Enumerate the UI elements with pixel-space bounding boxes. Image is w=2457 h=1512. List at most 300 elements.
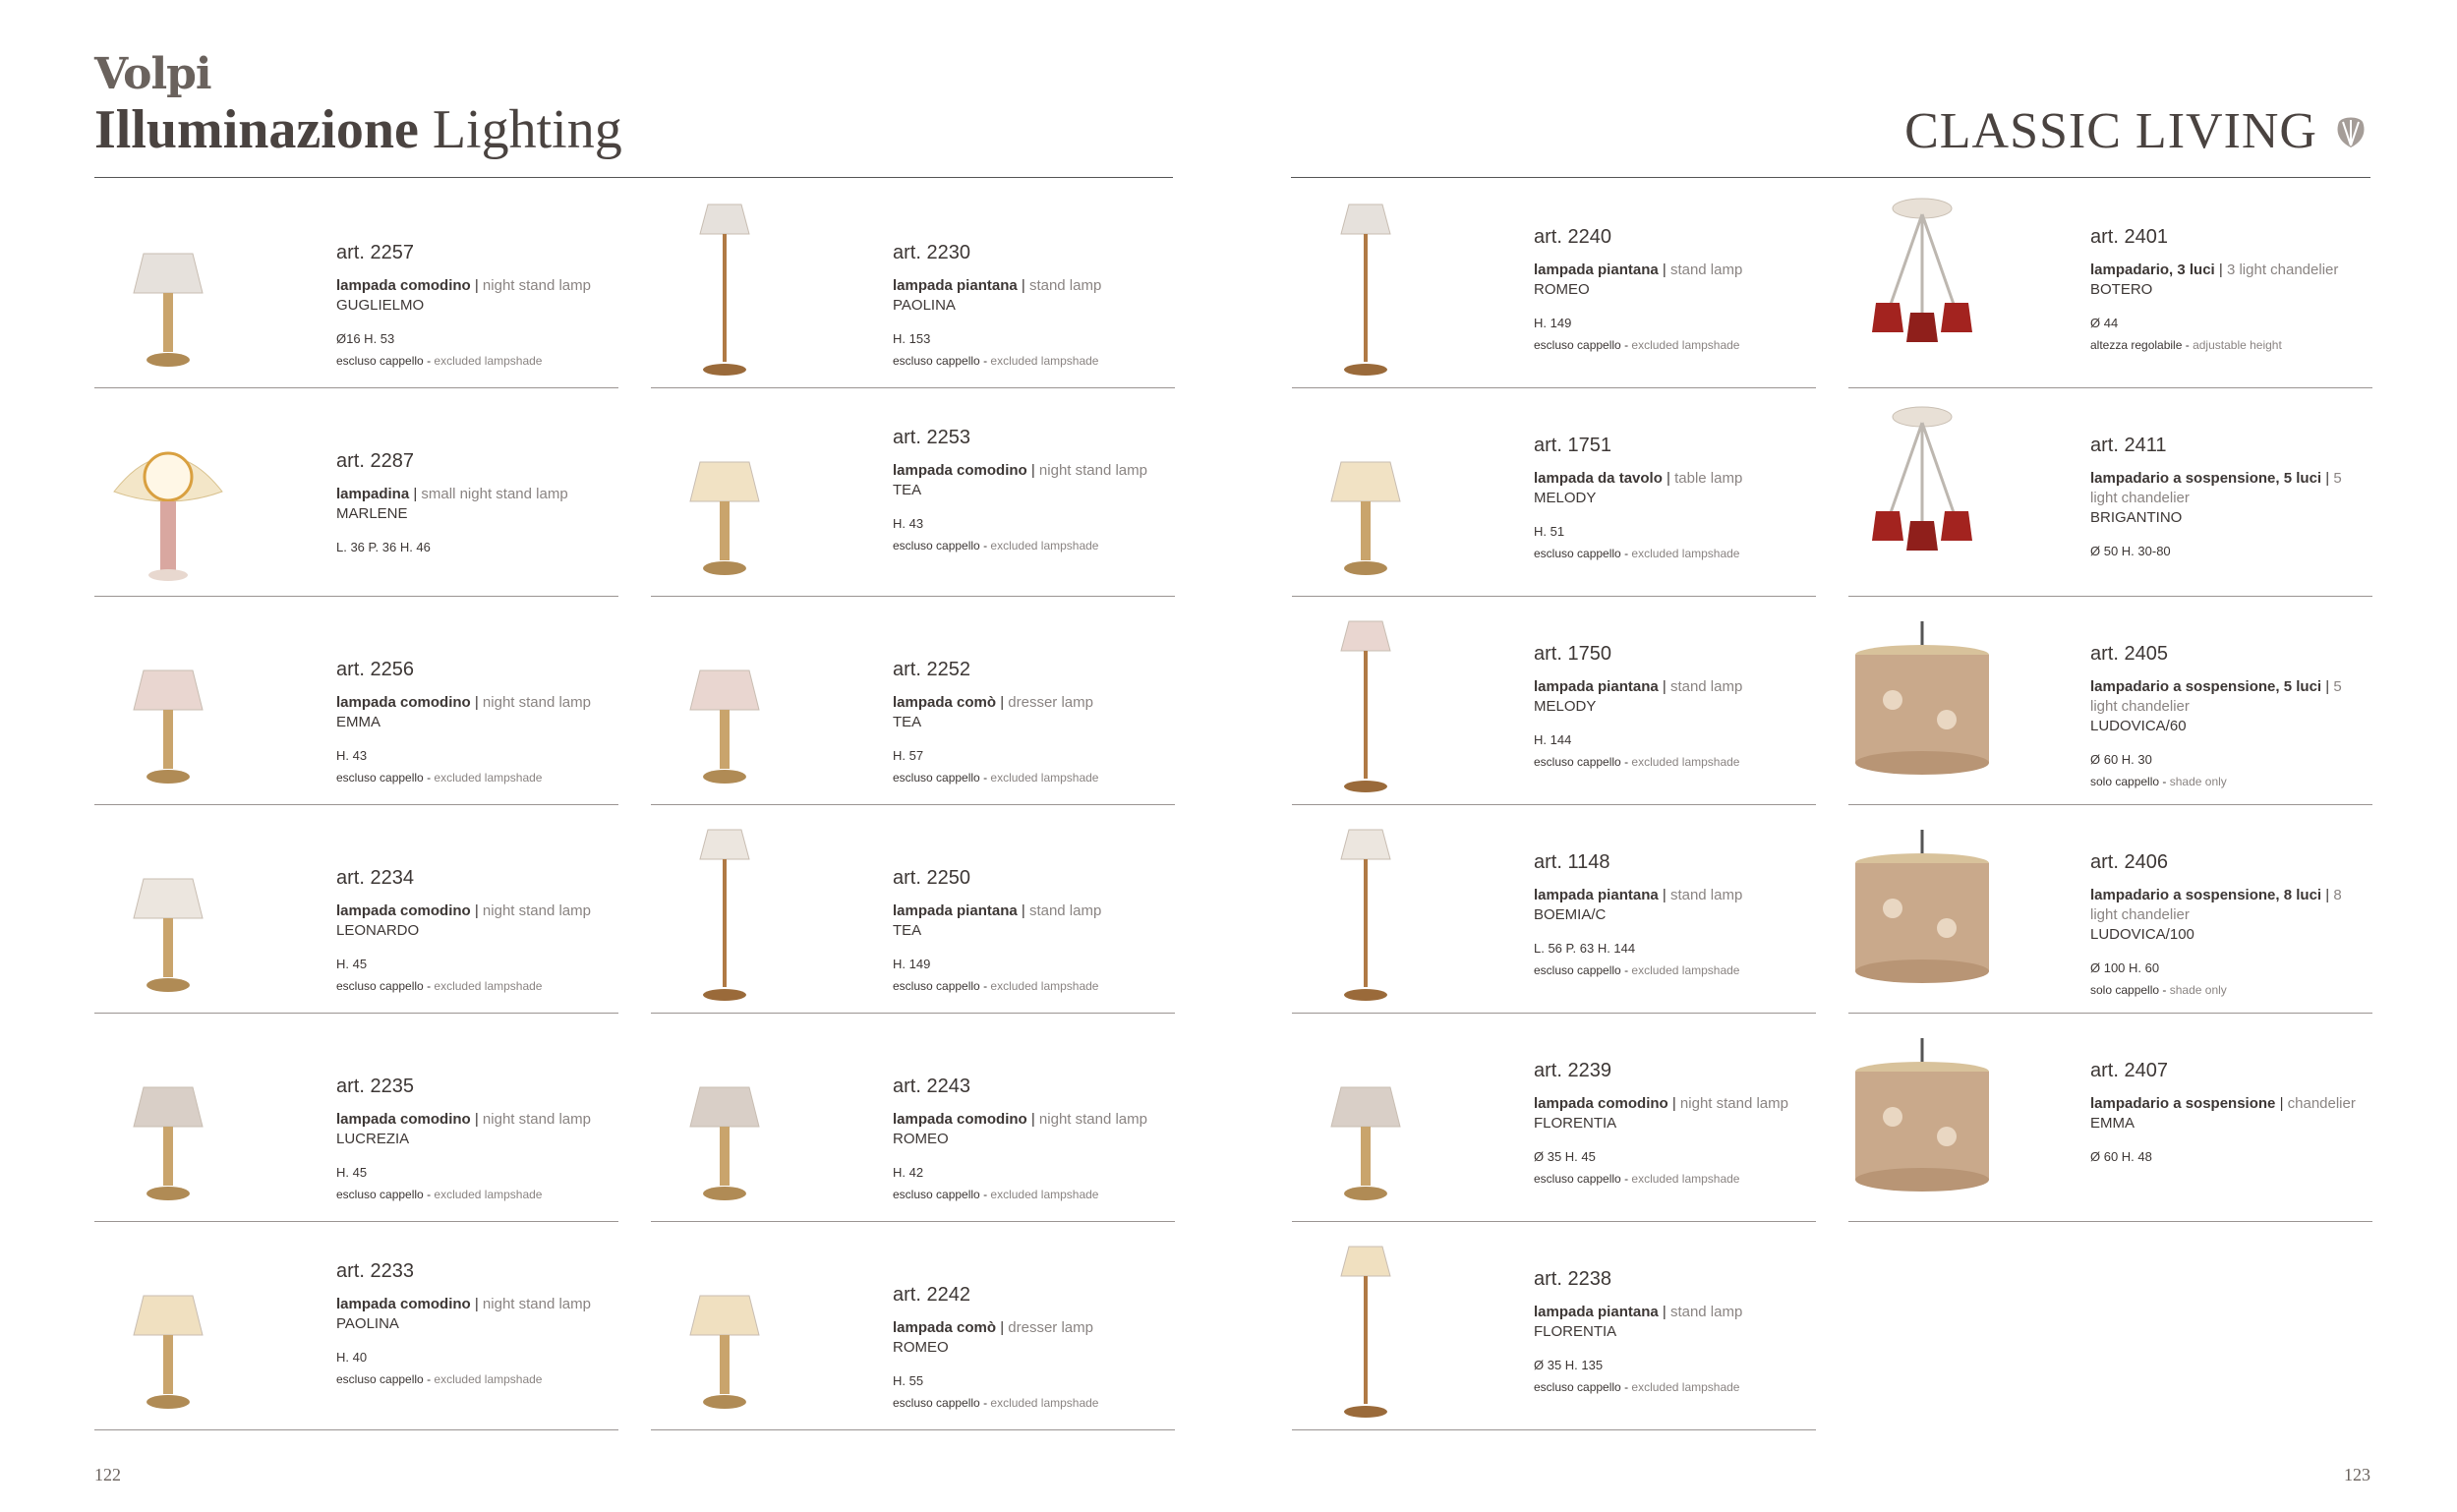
name-english: chandelier: [2287, 1095, 2356, 1112]
product-photo: [651, 1028, 798, 1215]
brand-logo: Volpi: [94, 49, 211, 99]
name-italian: lampada comò: [893, 694, 997, 711]
article-number: art. 2235: [336, 1076, 414, 1097]
name-separator: |: [2275, 1095, 2288, 1112]
dimensions: L. 56 P. 63 H. 144: [1534, 941, 1636, 956]
name-italian: lampadario a sospensione, 5 luci: [2090, 470, 2322, 487]
note-italian: altezza regolabile: [2090, 338, 2183, 352]
name-italian: lampada piantana: [1534, 678, 1659, 695]
product-card: [1292, 387, 1816, 597]
note-italian: escluso cappello: [336, 354, 424, 368]
dimensions: H. 51: [1534, 524, 1565, 539]
note: escluso cappello - excluded lampshade: [336, 1188, 543, 1201]
model-name: EMMA: [336, 714, 380, 730]
name-english: stand lamp: [1669, 1304, 1743, 1320]
name-italian: lampada piantana: [1534, 1304, 1659, 1320]
note: escluso cappello - excluded lampshade: [893, 771, 1099, 785]
shell-icon: [2331, 106, 2370, 145]
name-english: 5 light chandelier: [2090, 470, 2342, 506]
name-english: stand lamp: [1669, 887, 1743, 903]
product-card: [651, 179, 1175, 388]
product-photo: [1292, 1237, 1439, 1424]
page-number-left: 122: [94, 1465, 121, 1484]
note: altezza regolabile - adjustable height: [2090, 338, 2282, 352]
name-italian: lampada piantana: [1534, 887, 1659, 903]
name-separator: |: [2321, 470, 2334, 487]
product-photo: [651, 1237, 798, 1424]
product-info: [336, 659, 591, 785]
name-italian: lampada comodino: [893, 462, 1027, 479]
article-number: art. 2405: [2090, 643, 2168, 665]
article-number: art. 2252: [893, 659, 970, 680]
model-name: ROMEO: [893, 1339, 949, 1356]
name-english: night stand lamp: [482, 694, 591, 711]
name-italian: lampada comodino: [336, 902, 471, 919]
article-number: art. 2411: [2090, 435, 2167, 456]
dimensions: Ø 35 H. 135: [1534, 1358, 1604, 1372]
name-english: table lamp: [1674, 470, 1743, 487]
note-italian: escluso cappello: [1534, 963, 1621, 977]
note-italian: escluso cappello: [893, 979, 980, 993]
product-name: [336, 901, 591, 921]
product-photo: [1292, 820, 1439, 1007]
name-italian: lampadario a sospensione, 8 luci: [2090, 887, 2322, 903]
article-number: art. 2243: [893, 1076, 970, 1097]
name-separator: |: [1658, 678, 1670, 695]
note-italian: escluso cappello: [893, 1188, 980, 1201]
product-photo: [651, 820, 798, 1007]
product-photo: [94, 195, 242, 381]
dimensions: H. 149: [1534, 316, 1572, 330]
note-italian: escluso cappello: [1534, 755, 1621, 769]
product-info: [2090, 643, 2372, 788]
note-english: excluded lampshade: [1631, 963, 1740, 977]
product-name: [893, 276, 1101, 296]
note-english: excluded lampshade: [990, 539, 1099, 552]
note-english: excluded lampshade: [434, 354, 543, 368]
note-italian: escluso cappello: [1534, 547, 1621, 560]
model-name: ROMEO: [1534, 281, 1590, 298]
name-english: night stand lamp: [482, 1111, 591, 1128]
name-separator: |: [470, 694, 483, 711]
name-separator: |: [996, 1319, 1009, 1336]
product-name: [336, 485, 568, 504]
product-card: [94, 387, 618, 597]
dimensions: Ø 44: [2090, 316, 2119, 330]
name-separator: |: [1658, 1304, 1670, 1320]
model-name: ROMEO: [893, 1131, 949, 1147]
product-card: [651, 804, 1175, 1014]
note-english: excluded lampshade: [1631, 1172, 1740, 1186]
dimensions: H. 57: [893, 748, 924, 763]
note: escluso cappello - excluded lampshade: [336, 979, 543, 993]
name-separator: |: [1026, 1111, 1039, 1128]
name-english: night stand lamp: [1038, 462, 1147, 479]
dimensions: Ø 60 H. 48: [2090, 1149, 2152, 1164]
article-number: art. 2230: [893, 242, 970, 263]
model-name: TEA: [893, 482, 922, 498]
product-card: [94, 1013, 618, 1222]
name-italian: lampada piantana: [893, 902, 1018, 919]
name-english: 5 light chandelier: [2090, 678, 2342, 715]
note-english: excluded lampshade: [434, 1188, 543, 1201]
product-photo: [94, 820, 242, 1007]
note-italian: escluso cappello: [336, 1188, 424, 1201]
article-number: art. 2401: [2090, 226, 2168, 248]
note-italian: solo cappello: [2090, 775, 2160, 788]
name-english: night stand lamp: [482, 277, 591, 294]
name-separator: |: [1026, 462, 1039, 479]
note-italian: escluso cappello: [1534, 338, 1621, 352]
note: escluso cappello - excluded lampshade: [893, 539, 1099, 552]
article-number: art. 1751: [1534, 435, 1611, 456]
name-separator: |: [470, 1111, 483, 1128]
model-name: TEA: [893, 714, 922, 730]
product-info: [2090, 1060, 2356, 1164]
article-number: art. 2234: [336, 867, 414, 889]
name-italian: lampada piantana: [1534, 262, 1659, 278]
product-card: [651, 1013, 1175, 1222]
product-card: [651, 596, 1175, 805]
article-number: art. 2407: [2090, 1060, 2168, 1081]
model-name: MARLENE: [336, 505, 408, 522]
name-italian: lampadario, 3 luci: [2090, 262, 2215, 278]
name-english: night stand lamp: [1038, 1111, 1147, 1128]
note-english: adjustable height: [2193, 338, 2282, 352]
product-info: [2090, 435, 2372, 558]
product-card: [94, 804, 618, 1014]
name-italian: lampadina: [336, 486, 410, 502]
name-english: night stand lamp: [482, 902, 591, 919]
dimensions: Ø16 H. 53: [336, 331, 395, 346]
note-english: excluded lampshade: [434, 771, 543, 785]
name-separator: |: [2321, 887, 2334, 903]
dimensions: H. 45: [336, 957, 368, 971]
product-info: [336, 1260, 591, 1386]
product-info: [893, 242, 1101, 368]
note: escluso cappello - excluded lampshade: [1534, 963, 1740, 977]
dimensions: H. 144: [1534, 732, 1572, 747]
product-card: [1848, 1013, 2372, 1222]
note-english: excluded lampshade: [990, 354, 1099, 368]
product-info: [1534, 435, 1742, 560]
product-info: [1534, 851, 1742, 977]
dimensions: Ø 50 H. 30-80: [2090, 544, 2171, 558]
note: escluso cappello - excluded lampshade: [1534, 547, 1740, 560]
note: escluso cappello - excluded lampshade: [1534, 1172, 1740, 1186]
note-italian: escluso cappello: [1534, 1380, 1621, 1394]
dimensions: H. 40: [336, 1350, 368, 1365]
dimensions: H. 153: [893, 331, 931, 346]
title-english: Lighting: [432, 99, 622, 160]
product-photo: [1292, 195, 1439, 381]
product-photo: [94, 403, 242, 590]
product-photo: [1292, 403, 1439, 590]
note-english: excluded lampshade: [990, 771, 1099, 785]
note-italian: escluso cappello: [1534, 1172, 1621, 1186]
dimensions: H. 42: [893, 1165, 924, 1180]
note-italian: escluso cappello: [336, 771, 424, 785]
name-separator: |: [996, 694, 1009, 711]
note-english: excluded lampshade: [434, 979, 543, 993]
product-card: [651, 1221, 1175, 1430]
name-separator: |: [1658, 262, 1670, 278]
note: escluso cappello - excluded lampshade: [893, 979, 1099, 993]
product-photo: [651, 403, 798, 590]
note-english: shade only: [2169, 775, 2227, 788]
article-number: art. 2257: [336, 242, 414, 263]
product-info: [336, 867, 591, 993]
name-italian: lampada da tavolo: [1534, 470, 1663, 487]
product-info: [893, 867, 1101, 993]
note-english: excluded lampshade: [434, 1372, 543, 1386]
name-separator: |: [1017, 277, 1029, 294]
product-info: [1534, 226, 1742, 352]
collection-title: [1904, 102, 2370, 160]
product-name: [336, 276, 591, 296]
title-italian: Illuminazione: [94, 99, 419, 160]
product-card: [1292, 179, 1816, 388]
note-italian: escluso cappello: [893, 539, 980, 552]
name-english: stand lamp: [1028, 277, 1102, 294]
product-photo: [94, 1028, 242, 1215]
product-name: [2090, 469, 2372, 508]
model-name: MELODY: [1534, 698, 1597, 715]
name-separator: |: [2321, 678, 2334, 695]
dimensions: H. 45: [336, 1165, 368, 1180]
dimensions: Ø 100 H. 60: [2090, 960, 2160, 975]
name-italian: lampada comò: [893, 1319, 997, 1336]
note-italian: escluso cappello: [893, 1396, 980, 1410]
note: escluso cappello - excluded lampshade: [1534, 1380, 1740, 1394]
product-photo: [1848, 195, 1996, 381]
article-number: art. 2250: [893, 867, 970, 889]
product-name: [1534, 886, 1742, 905]
name-english: night stand lamp: [482, 1296, 591, 1312]
name-italian: lampada comodino: [336, 694, 471, 711]
product-photo: [1848, 403, 1996, 590]
note: solo cappello - shade only: [2090, 775, 2227, 788]
note-italian: escluso cappello: [336, 1372, 424, 1386]
model-name: BOTERO: [2090, 281, 2153, 298]
name-english: dresser lamp: [1008, 1319, 1093, 1336]
product-card: [1292, 1221, 1816, 1430]
name-english: stand lamp: [1028, 902, 1102, 919]
model-name: PAOLINA: [336, 1315, 399, 1332]
collection-name: CLASSIC LIVING: [1904, 103, 2317, 159]
article-number: art. 2406: [2090, 851, 2168, 873]
product-card: [94, 179, 618, 388]
product-card: [1848, 387, 2372, 597]
article-number: art. 1148: [1534, 851, 1610, 873]
product-info: [336, 450, 568, 554]
name-english: 3 light chandelier: [2226, 262, 2339, 278]
model-name: MELODY: [1534, 490, 1597, 506]
name-separator: |: [1017, 902, 1029, 919]
product-name: [1534, 469, 1742, 489]
name-english: small night stand lamp: [421, 486, 568, 502]
product-info: [2090, 851, 2372, 997]
product-card: [1292, 1013, 1816, 1222]
product-info: [893, 1284, 1098, 1410]
product-photo: [651, 195, 798, 381]
article-number: art. 2233: [336, 1260, 414, 1282]
model-name: EMMA: [2090, 1115, 2135, 1132]
article-number: art. 2242: [893, 1284, 970, 1306]
name-italian: lampada comodino: [336, 1296, 471, 1312]
note-italian: escluso cappello: [336, 979, 424, 993]
article-number: art. 2238: [1534, 1268, 1611, 1290]
product-name: [893, 693, 1098, 713]
name-italian: lampada piantana: [893, 277, 1018, 294]
product-name: [336, 693, 591, 713]
dimensions: L. 36 P. 36 H. 46: [336, 540, 431, 554]
name-english: 8 light chandelier: [2090, 887, 2342, 923]
product-photo: [1848, 611, 1996, 798]
note-english: excluded lampshade: [1631, 338, 1740, 352]
product-name: [336, 1110, 591, 1130]
name-italian: lampada comodino: [336, 1111, 471, 1128]
model-name: LEONARDO: [336, 922, 420, 939]
product-card: [1848, 179, 2372, 388]
product-photo: [1292, 611, 1439, 798]
product-name: [2090, 1094, 2356, 1114]
dimensions: H. 43: [336, 748, 368, 763]
product-name: [893, 901, 1101, 921]
product-name: [893, 1110, 1147, 1130]
name-italian: lampada comodino: [893, 1111, 1027, 1128]
model-name: FLORENTIA: [1534, 1115, 1617, 1132]
model-name: LUDOVICA/60: [2090, 718, 2187, 734]
product-info: [1534, 1060, 1788, 1186]
name-english: stand lamp: [1669, 678, 1743, 695]
product-info: [893, 1076, 1147, 1201]
name-separator: |: [470, 1296, 483, 1312]
product-photo: [1292, 1028, 1439, 1215]
product-name: [2090, 886, 2372, 925]
model-name: BOEMIA/C: [1534, 906, 1607, 923]
name-italian: lampada comodino: [336, 277, 471, 294]
name-english: dresser lamp: [1008, 694, 1093, 711]
header-rule-left: [94, 177, 1173, 178]
product-name: [2090, 677, 2372, 717]
note: escluso cappello - excluded lampshade: [336, 771, 543, 785]
note-english: excluded lampshade: [1631, 755, 1740, 769]
note-english: shade only: [2169, 983, 2227, 997]
name-separator: |: [1662, 470, 1675, 487]
note-english: excluded lampshade: [990, 979, 1099, 993]
dimensions: Ø 60 H. 30: [2090, 752, 2152, 767]
name-italian: lampada comodino: [1534, 1095, 1668, 1112]
product-card: [94, 1221, 618, 1430]
note: escluso cappello - excluded lampshade: [336, 354, 543, 368]
product-card: [1848, 596, 2372, 805]
name-italian: lampadario a sospensione: [2090, 1095, 2276, 1112]
note: escluso cappello - excluded lampshade: [893, 1396, 1099, 1410]
article-number: art. 2240: [1534, 226, 1611, 248]
product-info: [1534, 643, 1742, 769]
product-name: [1534, 1094, 1788, 1114]
product-name: [893, 1318, 1098, 1338]
product-name: [2090, 261, 2338, 280]
product-photo: [1848, 1028, 1996, 1215]
page-number-right: 123: [2344, 1465, 2370, 1484]
product-info: [2090, 226, 2338, 352]
product-card: [1292, 804, 1816, 1014]
name-separator: |: [409, 486, 422, 502]
note-italian: escluso cappello: [893, 354, 980, 368]
model-name: GUGLIELMO: [336, 297, 425, 314]
product-card: [1292, 596, 1816, 805]
product-name: [336, 1295, 591, 1314]
model-name: TEA: [893, 922, 922, 939]
product-name: [1534, 1303, 1742, 1322]
model-name: LUDOVICA/100: [2090, 926, 2194, 943]
product-info: [336, 242, 591, 368]
name-separator: |: [470, 277, 483, 294]
page-title: [94, 98, 622, 161]
name-english: night stand lamp: [1679, 1095, 1788, 1112]
note: escluso cappello - excluded lampshade: [1534, 755, 1740, 769]
name-separator: |: [2214, 262, 2227, 278]
name-italian: lampadario a sospensione, 5 luci: [2090, 678, 2322, 695]
article-number: art. 2256: [336, 659, 414, 680]
model-name: LUCREZIA: [336, 1131, 410, 1147]
product-card: [1848, 804, 2372, 1014]
note-italian: escluso cappello: [893, 771, 980, 785]
dimensions: H. 55: [893, 1373, 924, 1388]
product-name: [893, 461, 1147, 481]
product-photo: [651, 611, 798, 798]
product-photo: [94, 1237, 242, 1424]
note-english: excluded lampshade: [990, 1188, 1099, 1201]
product-info: [893, 659, 1098, 785]
note-italian: solo cappello: [2090, 983, 2160, 997]
product-name: [1534, 261, 1742, 280]
dimensions: H. 149: [893, 957, 931, 971]
model-name: PAOLINA: [893, 297, 956, 314]
note-english: excluded lampshade: [1631, 1380, 1740, 1394]
name-separator: |: [1658, 887, 1670, 903]
note: solo cappello - shade only: [2090, 983, 2227, 997]
note: escluso cappello - excluded lampshade: [893, 1188, 1099, 1201]
article-number: art. 2239: [1534, 1060, 1611, 1081]
product-photo: [94, 611, 242, 798]
product-info: [1534, 1268, 1742, 1394]
article-number: art. 2253: [893, 427, 970, 448]
name-separator: |: [1667, 1095, 1680, 1112]
note-english: excluded lampshade: [990, 1396, 1099, 1410]
dimensions: H. 43: [893, 516, 924, 531]
note-english: excluded lampshade: [1631, 547, 1740, 560]
model-name: BRIGANTINO: [2090, 509, 2183, 526]
dimensions: Ø 35 H. 45: [1534, 1149, 1596, 1164]
product-photo: [1848, 820, 1996, 1007]
header-rule-right: [1291, 177, 2370, 178]
name-english: stand lamp: [1669, 262, 1743, 278]
note: escluso cappello - excluded lampshade: [893, 354, 1099, 368]
product-card: [94, 596, 618, 805]
model-name: FLORENTIA: [1534, 1323, 1617, 1340]
product-name: [1534, 677, 1742, 697]
note: escluso cappello - excluded lampshade: [336, 1372, 543, 1386]
product-info: [893, 427, 1147, 552]
product-card: [651, 387, 1175, 597]
article-number: art. 1750: [1534, 643, 1611, 665]
product-info: [336, 1076, 591, 1201]
article-number: art. 2287: [336, 450, 414, 472]
note: escluso cappello - excluded lampshade: [1534, 338, 1740, 352]
